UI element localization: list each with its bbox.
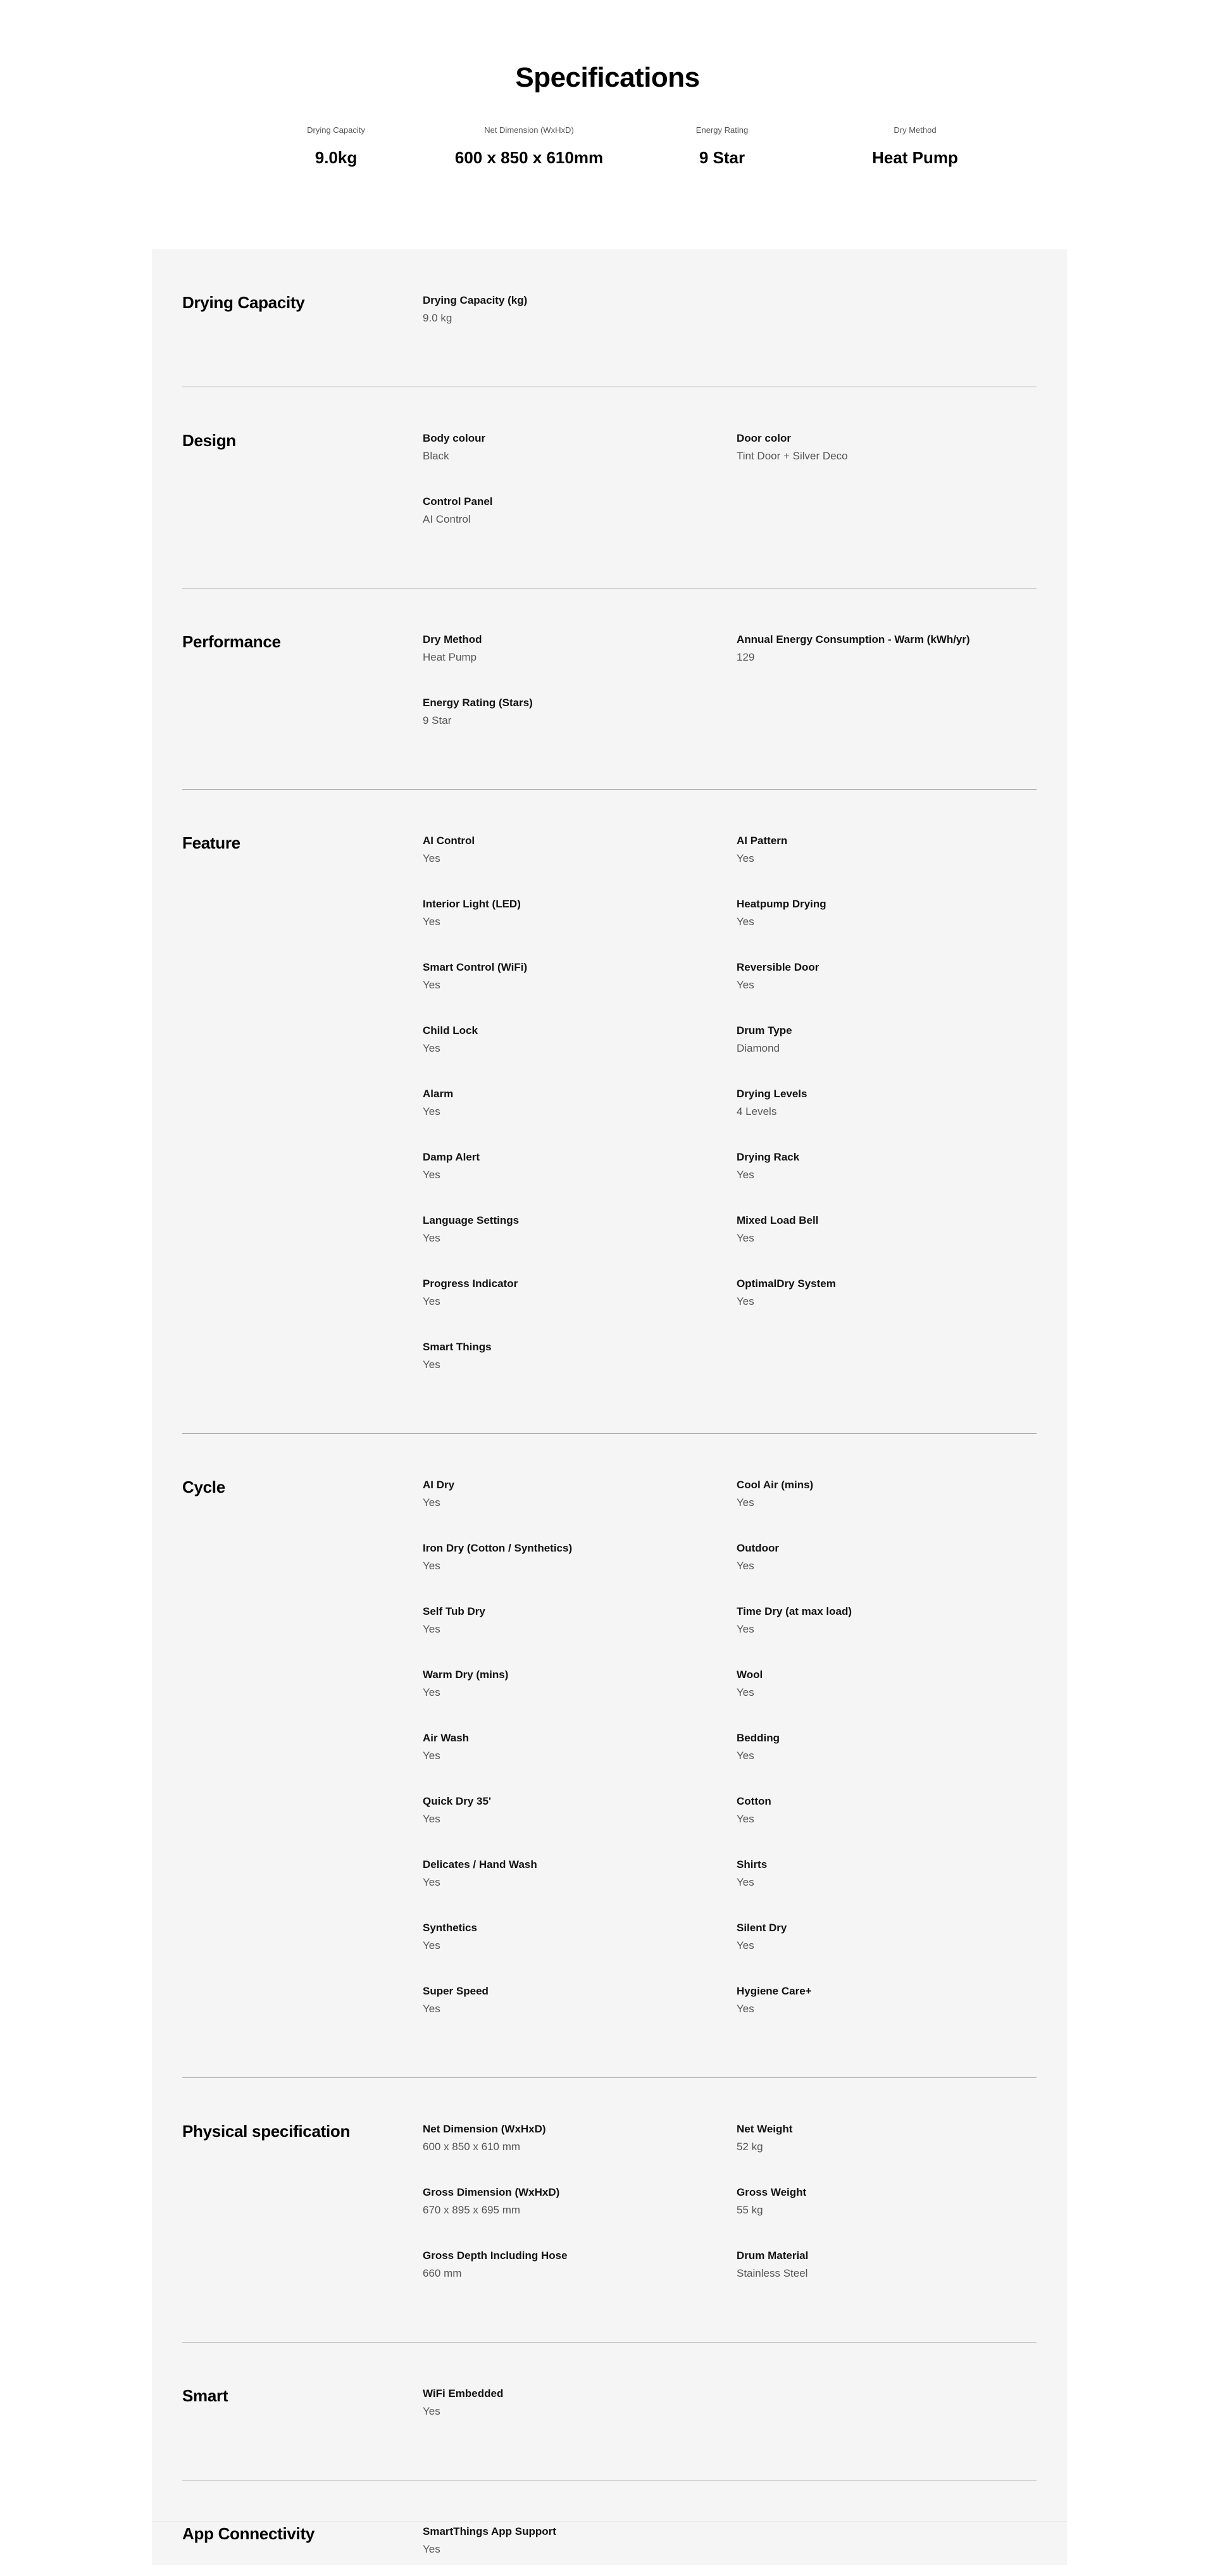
spec-section-design xyxy=(182,387,1037,588)
summary-value: 600 x 850 x 610mm xyxy=(454,148,604,167)
spec-name: AI Control xyxy=(423,835,475,847)
spec-item-drying-capacity-kg xyxy=(423,292,714,327)
spec-name: Drum Material xyxy=(737,2249,809,2262)
spec-section-feature xyxy=(182,790,1037,1434)
spec-value: Yes xyxy=(423,1813,440,1825)
spec-item-silent-dry xyxy=(737,1920,1028,1954)
spec-name: Net Dimension (WxHxD) xyxy=(423,2123,546,2135)
spec-value: Yes xyxy=(423,2543,440,2555)
spec-value: Yes xyxy=(423,1623,440,1635)
section-title: Smart xyxy=(182,2386,228,2405)
spec-section-performance xyxy=(182,588,1037,790)
spec-name: Control Panel xyxy=(423,495,493,507)
spec-item-dry-method xyxy=(423,632,714,666)
spec-item-cotton xyxy=(737,1793,1028,1827)
spec-item-air-wash xyxy=(423,1730,714,1764)
spec-value: Yes xyxy=(423,2003,440,2015)
spec-name: Drying Rack xyxy=(737,1151,800,1163)
spec-name: SmartThings App Support xyxy=(423,2525,556,2537)
spec-name: Mixed Load Bell xyxy=(737,1214,819,1226)
summary-label: Energy Rating xyxy=(695,125,749,135)
spec-item-drying-rack xyxy=(737,1149,1028,1183)
spec-item-interior-light-led xyxy=(423,896,714,930)
spec-item-language-settings xyxy=(423,1212,714,1247)
summary-value: 9.0kg xyxy=(315,148,358,167)
spec-value: Yes xyxy=(423,1359,440,1371)
section-title: Feature xyxy=(182,833,240,852)
spec-value: Yes xyxy=(737,1496,754,1509)
spec-name: Super Speed xyxy=(423,1985,489,1997)
spec-name: Cool Air (mins) xyxy=(737,1479,814,1491)
spec-value: AI Control xyxy=(423,513,471,525)
spec-panel xyxy=(152,249,1067,2565)
spec-value: 660 mm xyxy=(423,2267,462,2279)
spec-item-child-lock xyxy=(423,1023,714,1057)
spec-item-ai-pattern xyxy=(737,833,1028,867)
spec-value: Yes xyxy=(737,1623,754,1635)
spec-name: Interior Light (LED) xyxy=(423,898,521,910)
spec-item-reversible-door xyxy=(737,959,1028,993)
summary-label: Dry Method xyxy=(894,125,937,135)
spec-value: 129 xyxy=(737,651,755,663)
spec-item-progress-indicator xyxy=(423,1276,714,1310)
spec-item-synthetics xyxy=(423,1920,714,1954)
spec-name: Bedding xyxy=(737,1732,780,1744)
spec-item-warm-dry-mins xyxy=(423,1667,714,1701)
section-title: Cycle xyxy=(182,1478,225,1496)
spec-value: Heat Pump xyxy=(423,651,477,663)
spec-name: Iron Dry (Cotton / Synthetics) xyxy=(423,1542,573,1554)
spec-item-outdoor xyxy=(737,1540,1028,1574)
spec-item-annual-energy-consumption-warm-kwh-yr xyxy=(737,632,1028,666)
spec-item-optimaldry-system xyxy=(737,1276,1028,1310)
spec-item-net-dimension-wxhxd xyxy=(423,2121,714,2155)
spec-name: Door color xyxy=(737,432,791,444)
spec-item-gross-weight xyxy=(737,2184,1028,2218)
spec-value: 600 x 850 x 610 mm xyxy=(423,2141,521,2153)
spec-name: Drying Levels xyxy=(737,1088,807,1100)
spec-value: Yes xyxy=(423,1496,440,1509)
spec-item-door-color xyxy=(737,430,1028,464)
spec-item-gross-depth-including-hose xyxy=(423,2248,714,2282)
summary-label: Net Dimension (WxHxD) xyxy=(484,125,574,135)
spec-name: AI Dry xyxy=(423,1479,455,1491)
spec-item-wool xyxy=(737,1667,1028,1701)
spec-item-mixed-load-bell xyxy=(737,1212,1028,1247)
spec-item-heatpump-drying xyxy=(737,896,1028,930)
spec-item-smart-things xyxy=(423,1339,714,1373)
spec-value: Yes xyxy=(737,979,754,991)
spec-value: 4 Levels xyxy=(737,1105,777,1117)
spec-name: AI Pattern xyxy=(737,835,788,847)
summary-item-drying-capacity xyxy=(241,124,431,170)
spec-name: Body colour xyxy=(423,432,486,444)
spec-value: Yes xyxy=(423,979,440,991)
spec-item-energy-rating-stars xyxy=(423,695,714,729)
spec-value: Yes xyxy=(423,1939,440,1951)
spec-value: Yes xyxy=(737,2003,754,2015)
section-title: Physical specification xyxy=(182,2122,351,2141)
spec-item-smart-control-wifi xyxy=(423,959,714,993)
spec-section-physical-specification xyxy=(182,2078,1037,2343)
spec-value: Yes xyxy=(423,1042,440,1054)
spec-item-quick-dry-35 xyxy=(423,1793,714,1827)
spec-value: Yes xyxy=(423,1876,440,1888)
summary-item-dry-method xyxy=(820,124,1010,170)
spec-name: Gross Depth Including Hose xyxy=(423,2249,568,2262)
spec-name: Smart Things xyxy=(423,1341,492,1353)
spec-name: Wool xyxy=(737,1669,763,1681)
spec-name: Silent Dry xyxy=(737,1922,787,1934)
spec-name: Damp Alert xyxy=(423,1151,480,1163)
spec-name: Time Dry (at max load) xyxy=(737,1605,852,1617)
spec-value: Yes xyxy=(423,2405,440,2417)
spec-item-drying-levels xyxy=(737,1086,1028,1120)
spec-item-time-dry-at-max-load xyxy=(737,1603,1028,1638)
spec-value: Yes xyxy=(737,1560,754,1572)
spec-value: Yes xyxy=(423,1105,440,1117)
spec-name: WiFi Embedded xyxy=(423,2387,504,2399)
spec-item-body-colour xyxy=(423,430,714,464)
spec-value: Yes xyxy=(737,1295,754,1307)
spec-name: Delicates / Hand Wash xyxy=(423,1858,537,1870)
spec-item-shirts xyxy=(737,1857,1028,1891)
spec-item-cool-air-mins xyxy=(737,1477,1028,1511)
spec-value: Yes xyxy=(423,916,440,928)
spec-item-drum-material xyxy=(737,2248,1028,2282)
spec-name: Annual Energy Consumption - Warm (kWh/yr) xyxy=(737,633,970,645)
spec-section-app-connectivity xyxy=(182,2480,1037,2576)
spec-name: Gross Weight xyxy=(737,2186,807,2198)
spec-section-cycle xyxy=(182,1434,1037,2078)
summary-item-energy-rating xyxy=(627,124,817,170)
spec-name: Air Wash xyxy=(423,1732,470,1744)
spec-name: Progress Indicator xyxy=(423,1278,518,1290)
spec-value: Yes xyxy=(423,1686,440,1698)
spec-value: Yes xyxy=(423,1169,440,1181)
spec-name: Reversible Door xyxy=(737,961,819,973)
spec-item-iron-dry-cotton-synthetics xyxy=(423,1540,714,1574)
spec-value: Yes xyxy=(423,1750,440,1762)
section-title: Performance xyxy=(182,632,281,651)
spec-item-gross-dimension-wxhxd xyxy=(423,2184,714,2218)
summary-value: Heat Pump xyxy=(872,148,958,167)
spec-value: Yes xyxy=(737,1232,754,1244)
spec-item-net-weight xyxy=(737,2121,1028,2155)
spec-value: Yes xyxy=(737,852,754,864)
spec-name: Net Weight xyxy=(737,2123,793,2135)
spec-name: Drum Type xyxy=(737,1024,792,1036)
spec-item-wifi-embedded xyxy=(423,2386,714,2420)
spec-name: Outdoor xyxy=(737,1542,780,1554)
spec-value: Diamond xyxy=(737,1042,780,1054)
section-title: Design xyxy=(182,431,236,450)
spec-item-hygiene-care xyxy=(737,1983,1028,2017)
spec-item-ai-control xyxy=(423,833,714,867)
summary-label: Drying Capacity xyxy=(307,125,365,135)
spec-name: Child Lock xyxy=(423,1024,478,1036)
spec-name: Alarm xyxy=(423,1088,454,1100)
spec-name: Gross Dimension (WxHxD) xyxy=(423,2186,560,2198)
spec-value: Tint Door + Silver Deco xyxy=(737,450,848,462)
spec-name: Dry Method xyxy=(423,633,482,645)
key-specs-summary xyxy=(0,124,1215,175)
spec-item-ai-dry xyxy=(423,1477,714,1511)
spec-item-damp-alert xyxy=(423,1149,714,1183)
spec-value: 52 kg xyxy=(737,2141,763,2153)
spec-value: Yes xyxy=(423,852,440,864)
spec-value: Yes xyxy=(737,1813,754,1825)
spec-value: Yes xyxy=(737,1939,754,1951)
spec-item-drum-type xyxy=(737,1023,1028,1057)
section-title: App Connectivity xyxy=(182,2524,315,2543)
spec-value: 9 Star xyxy=(423,714,452,726)
spec-value: Yes xyxy=(737,1169,754,1181)
spec-value: 55 kg xyxy=(737,2204,763,2216)
spec-name: Language Settings xyxy=(423,1214,520,1226)
summary-value: 9 Star xyxy=(699,148,745,167)
spec-value: 670 x 895 x 695 mm xyxy=(423,2204,521,2216)
spec-value: Black xyxy=(423,450,449,462)
spec-value: 9.0 kg xyxy=(423,312,452,324)
spec-name: Warm Dry (mins) xyxy=(423,1669,509,1681)
spec-name: Shirts xyxy=(737,1858,768,1870)
spec-item-bedding xyxy=(737,1730,1028,1764)
spec-name: OptimalDry System xyxy=(737,1278,836,1290)
spec-item-self-tub-dry xyxy=(423,1603,714,1638)
spec-item-smartthings-app-support xyxy=(423,2523,714,2558)
spec-value: Yes xyxy=(423,1295,440,1307)
spec-item-delicates-hand-wash xyxy=(423,1857,714,1891)
spec-value: Yes xyxy=(737,916,754,928)
spec-item-super-speed xyxy=(423,1983,714,2017)
spec-name: Self Tub Dry xyxy=(423,1605,485,1617)
spec-name: Hygiene Care+ xyxy=(737,1985,812,1997)
spec-name: Smart Control (WiFi) xyxy=(423,961,528,973)
spec-name: Synthetics xyxy=(423,1922,477,1934)
summary-item-net-dimension-wxhxd xyxy=(434,124,624,170)
page-title: Specifications xyxy=(515,62,700,94)
spec-value: Yes xyxy=(737,1686,754,1698)
spec-name: Quick Dry 35' xyxy=(423,1795,491,1807)
spec-name: Heatpump Drying xyxy=(737,898,826,910)
spec-name: Drying Capacity (kg) xyxy=(423,294,528,306)
spec-item-control-panel xyxy=(423,494,714,528)
spec-value: Yes xyxy=(423,1560,440,1572)
spec-name: Cotton xyxy=(737,1795,771,1807)
spec-value: Yes xyxy=(423,1232,440,1244)
spec-value: Yes xyxy=(737,1876,754,1888)
spec-value: Stainless Steel xyxy=(737,2267,808,2279)
spec-item-alarm xyxy=(423,1086,714,1120)
spec-name: Energy Rating (Stars) xyxy=(423,697,533,709)
spec-value: Yes xyxy=(737,1750,754,1762)
section-title: Drying Capacity xyxy=(182,293,305,312)
spec-section-drying-capacity xyxy=(182,249,1037,387)
spec-section-smart xyxy=(182,2343,1037,2480)
